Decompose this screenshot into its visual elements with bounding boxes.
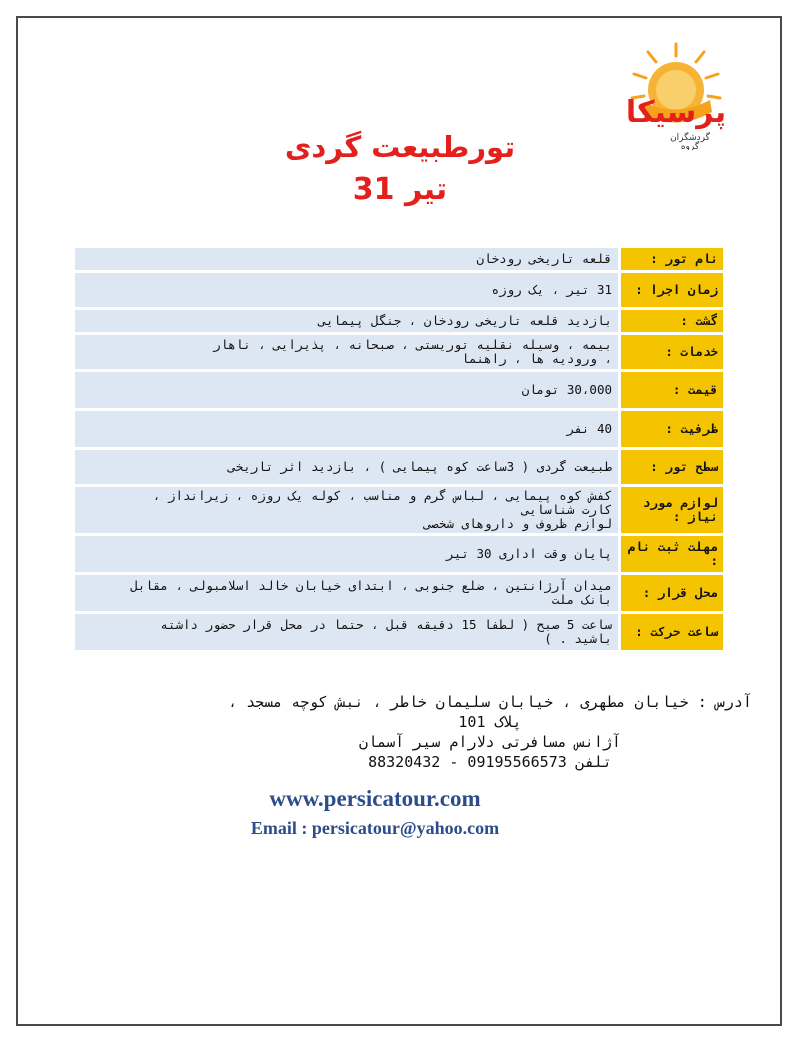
tour-date-title: 31 تیر: [352, 172, 448, 207]
row-value: [75, 310, 618, 332]
table-row: [75, 335, 723, 369]
row-label: نام تور :: [621, 248, 723, 270]
row-value-line: ساعت 5 صبح ( لطفا 15 دقیقه قبل ، حتما در محل قرار حضور داشته: [160, 617, 612, 632]
row-label: لوازم مورد نیاز :: [621, 487, 723, 533]
row-label: زمان اجرا :: [621, 273, 723, 307]
address-line-2: پلاک 101: [458, 713, 522, 731]
table-row: [75, 450, 723, 484]
phone-numbers: تلفن 09195566573 - 88320432: [368, 753, 612, 771]
address-block: [200, 692, 780, 772]
row-value-line: 30،000 تومان: [521, 382, 612, 397]
agency-name: آژانس مسافرتی دلارام سیر آسمان: [359, 733, 621, 751]
row-value-line: 40 نفر: [566, 421, 612, 436]
row-label: مهلت ثبت نام :: [621, 536, 723, 572]
row-value: [75, 335, 618, 369]
row-value-line: 31 تیر ، یک روزه: [491, 282, 612, 297]
table-row: [75, 273, 723, 307]
row-label: محل قرار :: [621, 575, 723, 611]
address-line-1: آدرس : خیابان مطهری ، خیابان سلیمان خاطر ، نبش کوچه مسجد ،: [228, 693, 752, 711]
row-value-line: قلعه تاریخی رودخان: [476, 251, 612, 266]
row-value: [75, 248, 618, 270]
tour-title: تورطبیعت گردی: [284, 130, 516, 164]
table-row: [75, 575, 723, 611]
row-value-line: بازدید قلعه تاریخی رودخان ، جنگل پیمایی: [318, 313, 612, 328]
table-row: [75, 248, 723, 270]
row-value-line: کارت شناسایی: [521, 502, 612, 517]
row-value-line: کفش کوه پیمایی ، لباس گرم و مناسب ، کوله یک روزه ، زیرانداز ،: [152, 488, 612, 503]
row-value-line: طبیعت گردی ( 3ساعت کوه پیمایی ) ، بازدید اثر تاریخی: [228, 459, 612, 474]
row-label: ساعت حرکت :: [621, 614, 723, 650]
table-row: [75, 372, 723, 408]
table-row: [75, 411, 723, 447]
row-value: [75, 487, 618, 533]
row-label: سطح تور :: [621, 450, 723, 484]
table-row: [75, 487, 723, 533]
row-value-line: میدان آرژانتین ، ضلع جنوبی ، ابتدای خیابان خالد اسلامبولی ، مقابل: [130, 578, 612, 593]
row-label: قیمت :: [621, 372, 723, 408]
row-value: [75, 614, 618, 650]
table-row: [75, 536, 723, 572]
row-label: گشت :: [621, 310, 723, 332]
row-label: خدمات :: [621, 335, 723, 369]
row-value-line: لوازم ظروف و داروهای شخصی: [423, 516, 612, 531]
row-value-line: بیمه ، وسیله نقلیه توریستی ، صبحانه ، پذیرایی ، ناهار: [213, 337, 612, 352]
table-row: [75, 614, 723, 650]
row-value-line: باشید . ): [544, 631, 612, 646]
row-value-line: بانک ملت: [551, 592, 612, 607]
row-value: [75, 411, 618, 447]
logo-brand-text: پرسیکا: [626, 95, 726, 130]
email-link[interactable]: Email : persicatour@yahoo.com: [250, 818, 500, 838]
row-label: ظرفیت :: [621, 411, 723, 447]
logo-subtitle-2: گروه: [680, 142, 700, 150]
row-value: [75, 536, 618, 572]
website-link[interactable]: www.persicatour.com: [269, 786, 481, 811]
row-value-line: پایان وقت اداری 30 تیر: [446, 546, 612, 561]
row-value-line: ، ورودیه ها ، راهنما: [461, 351, 612, 366]
tour-info-table: [72, 245, 726, 653]
logo-subtitle-1: گردشگران: [670, 133, 710, 143]
row-value: [75, 450, 618, 484]
row-value: [75, 575, 618, 611]
table-row: [75, 310, 723, 332]
row-value: [75, 372, 618, 408]
row-value: [75, 273, 618, 307]
